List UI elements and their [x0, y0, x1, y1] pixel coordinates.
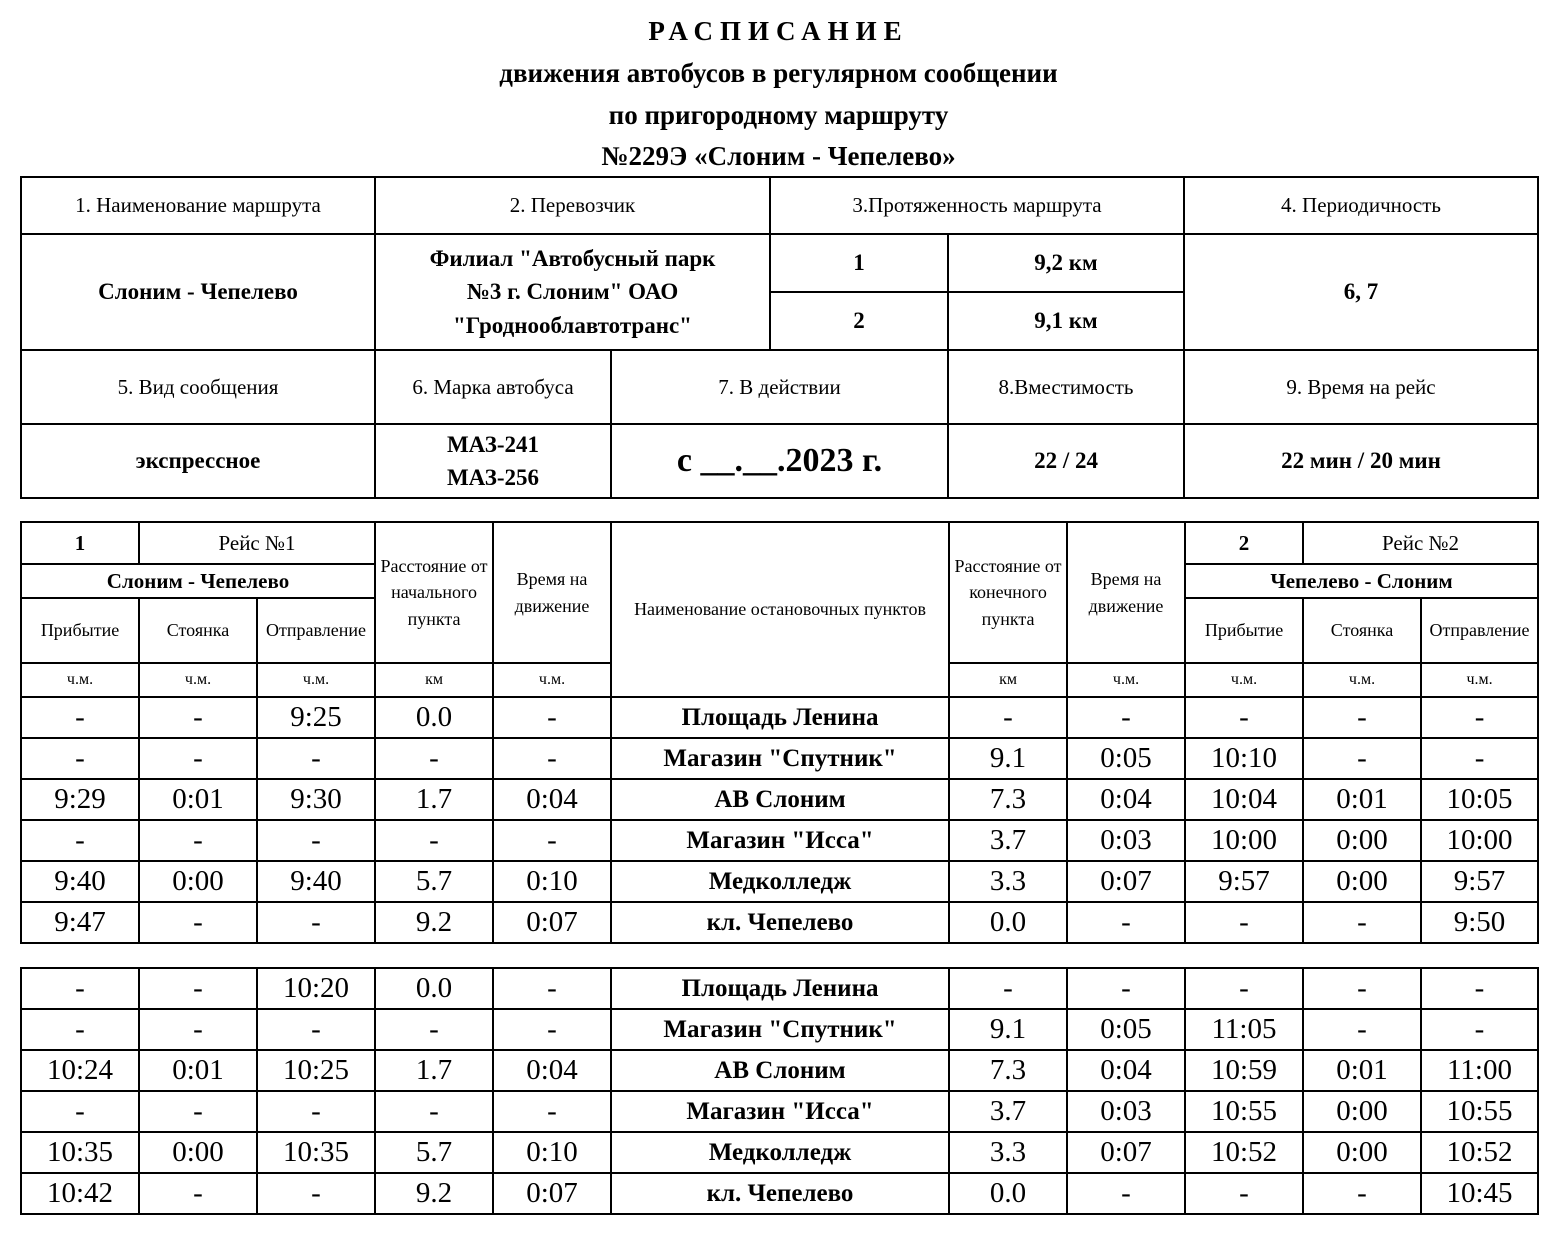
stop-name-cell: Магазин "Исса" — [611, 1091, 949, 1132]
stop-duration-2-cell: - — [1303, 697, 1421, 738]
schedule-row — [21, 1050, 1538, 1091]
direction-2-number: 2 — [1185, 522, 1303, 564]
departure-1-cell: 9:25 — [257, 697, 375, 738]
arrival-2-cell: 9:57 — [1185, 861, 1303, 902]
schedule-row — [21, 861, 1538, 902]
distance-from-end-header: Расстояние от конечного пункта — [949, 522, 1067, 663]
distance-from-end-cell: 9.1 — [949, 738, 1067, 779]
stop-duration-1-cell: - — [139, 968, 257, 1009]
arrival-2-cell: 10:00 — [1185, 820, 1303, 861]
stop-names-header: Наименование остановочных пунктов — [611, 522, 949, 697]
length-direction-2: 2 — [770, 292, 948, 350]
departure-2-cell: 10:05 — [1421, 779, 1538, 820]
schedule-row — [21, 779, 1538, 820]
stop-duration-2-cell: - — [1303, 902, 1421, 943]
unit-label: ч.м. — [1185, 663, 1303, 697]
distance-from-end-cell: 0.0 — [949, 902, 1067, 943]
stop-duration-1-cell: 0:01 — [139, 1050, 257, 1091]
length-value-2: 9,1 км — [948, 292, 1184, 350]
capacity-header: 8.Вместимость — [948, 350, 1184, 424]
distance-from-end-cell: 3.3 — [949, 1132, 1067, 1173]
distance-from-start-cell: 9.2 — [375, 1173, 493, 1214]
travel-time-2-cell: 0:04 — [1067, 779, 1185, 820]
stop-duration-header: Стоянка — [1303, 598, 1421, 663]
unit-label: км — [949, 663, 1067, 697]
travel-time-1-cell: - — [493, 968, 611, 1009]
travel-time-2-cell: - — [1067, 697, 1185, 738]
arrival-2-cell: 10:59 — [1185, 1050, 1303, 1091]
distance-from-end-cell: 7.3 — [949, 1050, 1067, 1091]
carrier-line: "Гроднооблавтотранс" — [453, 312, 692, 338]
distance-from-start-cell: - — [375, 1009, 493, 1050]
stop-duration-1-cell: - — [139, 738, 257, 779]
distance-from-end-cell: 9.1 — [949, 1009, 1067, 1050]
stop-duration-2-cell: - — [1303, 968, 1421, 1009]
departure-header: Отправление — [1421, 598, 1538, 663]
travel-time-1-cell: 0:10 — [493, 861, 611, 902]
departure-2-cell: - — [1421, 968, 1538, 1009]
arrival-2-cell: 10:52 — [1185, 1132, 1303, 1173]
unit-label: ч.м. — [1303, 663, 1421, 697]
carrier-header: 2. Перевозчик — [375, 177, 770, 234]
stop-duration-1-cell: - — [139, 820, 257, 861]
travel-time-1-cell: - — [493, 738, 611, 779]
travel-time-1-cell: - — [493, 820, 611, 861]
arrival-2-cell: 10:04 — [1185, 779, 1303, 820]
distance-from-end-cell: 0.0 — [949, 1173, 1067, 1214]
length-value-1: 9,2 км — [948, 234, 1184, 292]
travel-time-2-cell: 0:05 — [1067, 1009, 1185, 1050]
departure-1-cell: - — [257, 1009, 375, 1050]
distance-from-end-cell: 3.7 — [949, 820, 1067, 861]
stop-name-cell: Медколледж — [611, 861, 949, 902]
stop-duration-2-cell: 0:00 — [1303, 861, 1421, 902]
departure-1-cell: - — [257, 1173, 375, 1214]
distance-from-start-cell: 0.0 — [375, 697, 493, 738]
stop-duration-2-cell: 0:00 — [1303, 1091, 1421, 1132]
travel-time-1-cell: - — [493, 697, 611, 738]
arrival-header: Прибытие — [21, 598, 139, 663]
travel-time-2-cell: 0:07 — [1067, 1132, 1185, 1173]
arrival-2-cell: - — [1185, 902, 1303, 943]
direction-1-number: 1 — [21, 522, 139, 564]
in-effect-value: с __.__.2023 г. — [611, 424, 948, 498]
stop-duration-2-cell: 0:00 — [1303, 820, 1421, 861]
arrival-1-cell: - — [21, 697, 139, 738]
travel-time-1-cell: 0:07 — [493, 1173, 611, 1214]
departure-2-cell: 10:45 — [1421, 1173, 1538, 1214]
departure-1-cell: - — [257, 738, 375, 779]
distance-from-start-cell: 5.7 — [375, 861, 493, 902]
periodicity-header: 4. Периодичность — [1184, 177, 1538, 234]
departure-2-cell: - — [1421, 1009, 1538, 1050]
unit-label: км — [375, 663, 493, 697]
distance-from-start-cell: 1.7 — [375, 779, 493, 820]
stop-duration-1-cell: - — [139, 1009, 257, 1050]
unit-label: ч.м. — [493, 663, 611, 697]
unit-label: ч.м. — [21, 663, 139, 697]
departure-1-cell: - — [257, 1091, 375, 1132]
schedule-row — [21, 738, 1538, 779]
stop-duration-1-cell: 0:00 — [139, 861, 257, 902]
distance-from-end-cell: 3.7 — [949, 1091, 1067, 1132]
schedule-row — [21, 1173, 1538, 1214]
arrival-1-cell: - — [21, 820, 139, 861]
arrival-1-cell: - — [21, 1009, 139, 1050]
departure-1-cell: 9:30 — [257, 779, 375, 820]
travel-time-1-cell: - — [493, 1091, 611, 1132]
stop-duration-2-cell: - — [1303, 1009, 1421, 1050]
distance-from-start-header: Расстояние от начального пункта — [375, 522, 493, 663]
stop-duration-header: Стоянка — [139, 598, 257, 663]
arrival-1-cell: 9:47 — [21, 902, 139, 943]
distance-from-start-cell: 0.0 — [375, 968, 493, 1009]
stop-name-cell: Площадь Ленина — [611, 968, 949, 1009]
travel-time-2-cell: - — [1067, 968, 1185, 1009]
stop-duration-2-cell: - — [1303, 1173, 1421, 1214]
direction-1-trip: Рейс №1 — [139, 522, 375, 564]
route-name-header: 1. Наименование маршрута — [21, 177, 375, 234]
schedule-block-2 — [21, 968, 1538, 1214]
arrival-2-cell: 10:10 — [1185, 738, 1303, 779]
carrier-value — [375, 234, 770, 350]
stop-duration-1-cell: - — [139, 1173, 257, 1214]
arrival-1-cell: 10:42 — [21, 1173, 139, 1214]
stop-duration-2-cell: 0:01 — [1303, 779, 1421, 820]
stop-name-cell: Магазин "Спутник" — [611, 1009, 949, 1050]
arrival-2-cell: - — [1185, 697, 1303, 738]
arrival-1-cell: 10:24 — [21, 1050, 139, 1091]
travel-time-header-2: Время на движение — [1067, 522, 1185, 663]
arrival-2-cell: - — [1185, 1173, 1303, 1214]
schedule-table-2 — [20, 967, 1539, 1215]
departure-header: Отправление — [257, 598, 375, 663]
departure-1-cell: - — [257, 902, 375, 943]
travel-time-2-cell: 0:05 — [1067, 738, 1185, 779]
distance-from-end-cell: - — [949, 968, 1067, 1009]
distance-from-start-cell: - — [375, 820, 493, 861]
unit-label: ч.м. — [257, 663, 375, 697]
direction-2-route: Чепелево - Слоним — [1185, 564, 1538, 598]
in-effect-header: 7. В действии — [611, 350, 948, 424]
route-info-table — [20, 176, 1539, 499]
arrival-1-cell: 9:40 — [21, 861, 139, 902]
stop-duration-1-cell: - — [139, 697, 257, 738]
stop-name-cell: Медколледж — [611, 1132, 949, 1173]
distance-from-start-cell: 9.2 — [375, 902, 493, 943]
distance-from-end-cell: 7.3 — [949, 779, 1067, 820]
travel-time-1-cell: - — [493, 1009, 611, 1050]
travel-time-header-1: Время на движение — [493, 522, 611, 663]
departure-1-cell: 9:40 — [257, 861, 375, 902]
departure-1-cell: 10:35 — [257, 1132, 375, 1173]
schedule-row — [21, 968, 1538, 1009]
stop-duration-1-cell: - — [139, 902, 257, 943]
stop-duration-1-cell: 0:01 — [139, 779, 257, 820]
travel-time-1-cell: 0:04 — [493, 1050, 611, 1091]
travel-time-2-cell: - — [1067, 1173, 1185, 1214]
departure-2-cell: 10:00 — [1421, 820, 1538, 861]
travel-time-1-cell: 0:10 — [493, 1132, 611, 1173]
carrier-line: №3 г. Слоним" ОАО — [466, 279, 679, 305]
trip-time-header: 9. Время на рейс — [1184, 350, 1538, 424]
arrival-2-cell: 11:05 — [1185, 1009, 1303, 1050]
departure-2-cell: 9:50 — [1421, 902, 1538, 943]
document-subtitle-line2: по пригородному маршруту — [608, 100, 949, 130]
stop-name-cell: АВ Слоним — [611, 779, 949, 820]
schedule-row — [21, 1132, 1538, 1173]
travel-time-2-cell: 0:03 — [1067, 1091, 1185, 1132]
direction-2-trip: Рейс №2 — [1303, 522, 1538, 564]
travel-time-1-cell: 0:07 — [493, 902, 611, 943]
periodicity-value: 6, 7 — [1184, 234, 1538, 350]
unit-label: ч.м. — [1421, 663, 1538, 697]
stop-name-cell: Площадь Ленина — [611, 697, 949, 738]
route-length-header: 3.Протяженность маршрута — [770, 177, 1184, 234]
stop-name-cell: АВ Слоним — [611, 1050, 949, 1091]
unit-label: ч.м. — [1067, 663, 1185, 697]
carrier-line: Филиал "Автобусный парк — [429, 245, 716, 271]
departure-2-cell: 10:55 — [1421, 1091, 1538, 1132]
travel-time-2-cell: - — [1067, 902, 1185, 943]
schedule-row — [21, 697, 1538, 738]
document-title: РАСПИСАНИЕ — [648, 16, 909, 46]
departure-2-cell: 10:52 — [1421, 1132, 1538, 1173]
stop-duration-1-cell: - — [139, 1091, 257, 1132]
route-name-value: Слоним - Чепелево — [21, 234, 375, 350]
unit-label: ч.м. — [139, 663, 257, 697]
distance-from-start-cell: - — [375, 738, 493, 779]
bus-model-value — [375, 424, 611, 498]
stop-duration-2-cell: 0:00 — [1303, 1132, 1421, 1173]
arrival-1-cell: - — [21, 968, 139, 1009]
stop-name-cell: Магазин "Спутник" — [611, 738, 949, 779]
arrival-header: Прибытие — [1185, 598, 1303, 663]
departure-1-cell: 10:20 — [257, 968, 375, 1009]
schedule-block-1 — [21, 697, 1538, 943]
stop-name-cell: кл. Чепелево — [611, 902, 949, 943]
capacity-value: 22 / 24 — [948, 424, 1184, 498]
distance-from-end-cell: - — [949, 697, 1067, 738]
arrival-2-cell: - — [1185, 968, 1303, 1009]
arrival-2-cell: 10:55 — [1185, 1091, 1303, 1132]
departure-2-cell: - — [1421, 738, 1538, 779]
trip-time-value: 22 мин / 20 мин — [1184, 424, 1538, 498]
distance-from-start-cell: 5.7 — [375, 1132, 493, 1173]
travel-time-2-cell: 0:03 — [1067, 820, 1185, 861]
stop-name-cell: кл. Чепелево — [611, 1173, 949, 1214]
schedule-row — [21, 820, 1538, 861]
service-type-header: 5. Вид сообщения — [21, 350, 375, 424]
bus-model-line: МАЗ-256 — [446, 465, 540, 490]
departure-1-cell: - — [257, 820, 375, 861]
document-subtitle-line1: движения автобусов в регулярном сообщении — [499, 58, 1058, 88]
direction-1-route: Слоним - Чепелево — [21, 564, 375, 598]
schedule-row — [21, 1009, 1538, 1050]
schedule-row — [21, 902, 1538, 943]
distance-from-start-cell: 1.7 — [375, 1050, 493, 1091]
schedule-table-1 — [20, 521, 1539, 944]
stop-duration-1-cell: 0:00 — [139, 1132, 257, 1173]
travel-time-1-cell: 0:04 — [493, 779, 611, 820]
departure-2-cell: 9:57 — [1421, 861, 1538, 902]
departure-2-cell: - — [1421, 697, 1538, 738]
travel-time-2-cell: 0:07 — [1067, 861, 1185, 902]
departure-2-cell: 11:00 — [1421, 1050, 1538, 1091]
arrival-1-cell: - — [21, 738, 139, 779]
distance-from-start-cell: - — [375, 1091, 493, 1132]
service-type-value: экспрессное — [21, 424, 375, 498]
route-title: №229Э «Слоним - Чепелево» — [601, 141, 956, 171]
arrival-1-cell: - — [21, 1091, 139, 1132]
length-direction-1: 1 — [770, 234, 948, 292]
arrival-1-cell: 9:29 — [21, 779, 139, 820]
bus-model-line: МАЗ-241 — [446, 431, 540, 457]
departure-1-cell: 10:25 — [257, 1050, 375, 1091]
arrival-1-cell: 10:35 — [21, 1132, 139, 1173]
stop-duration-2-cell: - — [1303, 738, 1421, 779]
distance-from-end-cell: 3.3 — [949, 861, 1067, 902]
travel-time-2-cell: 0:04 — [1067, 1050, 1185, 1091]
schedule-row — [21, 1091, 1538, 1132]
bus-model-header: 6. Марка автобуса — [375, 350, 611, 424]
stop-name-cell: Магазин "Исса" — [611, 820, 949, 861]
stop-duration-2-cell: 0:01 — [1303, 1050, 1421, 1091]
